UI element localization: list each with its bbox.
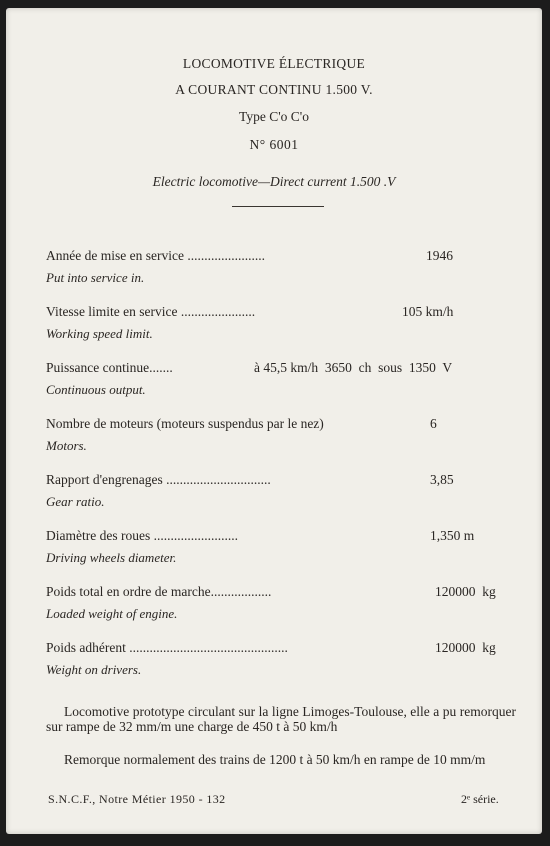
- type-line: Type C'o C'o: [239, 109, 309, 124]
- spec-value: 120000 kg: [435, 584, 496, 599]
- divider: [232, 206, 324, 207]
- spec-translation: Gear ratio.: [46, 494, 105, 509]
- number-line: N° 6001: [249, 137, 299, 152]
- spec-value: 105 km/h: [402, 304, 454, 319]
- spec-adhesive-weight: [46, 640, 516, 678]
- postcard: [6, 8, 542, 834]
- spec-value: 120000 kg: [435, 640, 496, 655]
- spec-label: Nombre de moteurs (moteurs suspendus par le nez): [46, 416, 324, 431]
- spec-service-year: [46, 248, 516, 286]
- spec-translation: Continuous output.: [46, 382, 146, 397]
- note-paragraph-2: [46, 752, 516, 767]
- spec-translation: Loaded weight of engine.: [46, 606, 178, 621]
- spec-translation: Motors.: [46, 438, 87, 453]
- title-line-2: A COURANT CONTINU 1.500 V.: [175, 82, 373, 97]
- spec-label: Poids total en ordre de marche..................: [46, 584, 272, 599]
- spec-speed-limit: [46, 304, 516, 342]
- spec-translation: Working speed limit.: [46, 326, 153, 341]
- spec-value: 1,350 m: [430, 528, 475, 543]
- spec-label: Année de mise en service .......................: [46, 248, 265, 263]
- spec-label: Rapport d'engrenages ...............................: [46, 472, 271, 487]
- spec-motors: [46, 416, 516, 454]
- spec-translation: Weight on drivers.: [46, 662, 142, 677]
- spec-label: Vitesse limite en service ......................: [46, 304, 256, 319]
- title-line-1: LOCOMOTIVE ÉLECTRIQUE: [182, 56, 366, 71]
- spec-gear-ratio: [46, 472, 516, 510]
- spec-value: 1946: [426, 248, 453, 263]
- spec-label: Diamètre des roues .........................: [46, 528, 238, 543]
- note-paragraph-1: [46, 704, 516, 734]
- spec-total-weight: [46, 584, 516, 622]
- note-text: Locomotive prototype circulant sur la ligne Limoges-Toulouse, elle a pu remorquer sur rampe de 32 mm/m une charge de 450 t à 50 km/h: [46, 704, 516, 734]
- spec-label: Puissance continue.......: [46, 360, 173, 375]
- spec-wheel-diameter: [46, 528, 516, 566]
- footer-series-source: S.N.C.F., Notre Métier 1950 - 132: [48, 792, 226, 806]
- spec-translation: Driving wheels diameter.: [46, 550, 177, 565]
- english-title: Electric locomotive—Direct current 1.500 .V: [152, 174, 396, 189]
- spec-value: 6: [430, 416, 437, 431]
- note-text: Remorque normalement des trains de 1200 t à 50 km/h en rampe de 10 mm/m: [64, 752, 486, 767]
- spec-value: à 45,5 km/h 3650 ch sous 1350 V: [254, 360, 453, 375]
- footer-series-number: 2ᵉ série.: [461, 792, 499, 806]
- spec-translation: Put into service in.: [46, 270, 145, 285]
- spec-value: 3,85: [430, 472, 454, 487]
- spec-continuous-output: [46, 360, 516, 398]
- spec-label: Poids adhérent ...............................................: [46, 640, 288, 655]
